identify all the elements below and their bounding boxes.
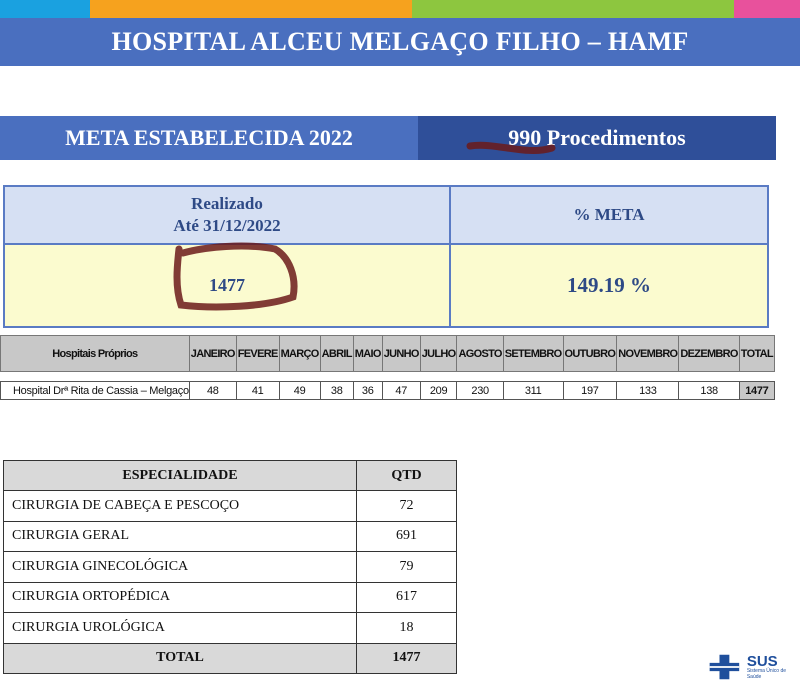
month-value: 230 [457, 382, 503, 400]
specialty-name: CIRURGIA GINECOLÓGICA [4, 552, 357, 583]
month-value: 133 [617, 382, 679, 400]
monthly-total: 1477 [739, 382, 774, 400]
strip-segment-pink [734, 0, 800, 18]
table-row [1, 382, 775, 400]
specialty-qtd: 18 [357, 613, 457, 644]
month-header: SETEMBRO [503, 336, 563, 372]
specialty-qtd: 691 [357, 521, 457, 552]
month-header: JULHO [420, 336, 457, 372]
table-row [4, 582, 457, 613]
month-header: MARÇO [279, 336, 320, 372]
month-value: 36 [353, 382, 382, 400]
spacer-row [1, 372, 775, 382]
month-value: 38 [320, 382, 353, 400]
pen-mark-underline [466, 138, 556, 158]
total-header: TOTAL [739, 336, 774, 372]
month-value: 209 [420, 382, 457, 400]
hospital-name: Hospital Drª Rita de Cassia – Melgaço [1, 382, 190, 400]
sus-cross-icon [708, 650, 741, 684]
meta-label: META ESTABELECIDA 2022 [0, 116, 418, 160]
specialty-name: CIRURGIA UROLÓGICA [4, 613, 357, 644]
month-header: JANEIRO [189, 336, 236, 372]
meta-banner [0, 116, 776, 160]
table-row [4, 521, 457, 552]
sus-logo-text [747, 654, 792, 680]
strip-segment-blue [0, 0, 90, 18]
month-value: 41 [236, 382, 279, 400]
strip-segment-green [412, 0, 734, 18]
month-value: 138 [679, 382, 739, 400]
table-row [4, 613, 457, 644]
specialty-name: CIRURGIA ORTOPÉDICA [4, 582, 357, 613]
month-header: NOVEMBRO [617, 336, 679, 372]
month-header: ABRIL [320, 336, 353, 372]
sus-logo-subtitle: Sistema Único de Saúde [746, 668, 787, 680]
percent-meta-header: % META [451, 187, 767, 245]
sus-logo-name: SUS [746, 653, 778, 670]
table-row [4, 491, 457, 522]
specialty-total-label: TOTAL [4, 643, 357, 674]
month-header: OUTUBRO [563, 336, 617, 372]
month-header: FEVERE [236, 336, 279, 372]
month-value: 197 [563, 382, 617, 400]
meta-value: 990 Procedimentos [508, 125, 686, 150]
month-value: 311 [503, 382, 563, 400]
month-value: 47 [382, 382, 420, 400]
realizado-label: Realizado [191, 193, 263, 213]
percent-meta-value: 149.19 % [451, 245, 767, 326]
hospitals-header: Hospitais Próprios [1, 336, 190, 372]
realizado-date: Até 31/12/2022 [173, 216, 281, 235]
specialty-header-row [4, 461, 457, 491]
meta-value-cell [418, 116, 776, 160]
qtd-header: QTD [357, 461, 457, 491]
specialty-total-row [4, 643, 457, 674]
monthly-table [0, 335, 775, 400]
month-header: DEZEMBRO [679, 336, 739, 372]
spacer-cell [1, 372, 775, 382]
month-value: 48 [189, 382, 236, 400]
specialty-name: CIRURGIA DE CABEÇA E PESCOÇO [4, 491, 357, 522]
realizado-value: 1477 [209, 275, 245, 295]
strip-segment-orange [90, 0, 412, 18]
realizado-value-cell [5, 245, 451, 326]
specialty-qtd: 617 [357, 582, 457, 613]
color-strip [0, 0, 800, 18]
specialty-header: ESPECIALIDADE [4, 461, 357, 491]
specialty-qtd: 79 [357, 552, 457, 583]
sus-logo [708, 650, 792, 684]
month-value: 49 [279, 382, 320, 400]
result-table [3, 185, 769, 328]
month-header: MAIO [353, 336, 382, 372]
monthly-header-row [1, 336, 775, 372]
page-title: HOSPITAL ALCEU MELGAÇO FILHO – HAMF [0, 18, 800, 66]
specialty-name: CIRURGIA GERAL [4, 521, 357, 552]
month-header: JUNHO [382, 336, 420, 372]
month-header: AGOSTO [457, 336, 503, 372]
specialty-total-value: 1477 [357, 643, 457, 674]
table-row [4, 552, 457, 583]
specialty-table [3, 460, 457, 674]
specialty-qtd: 72 [357, 491, 457, 522]
